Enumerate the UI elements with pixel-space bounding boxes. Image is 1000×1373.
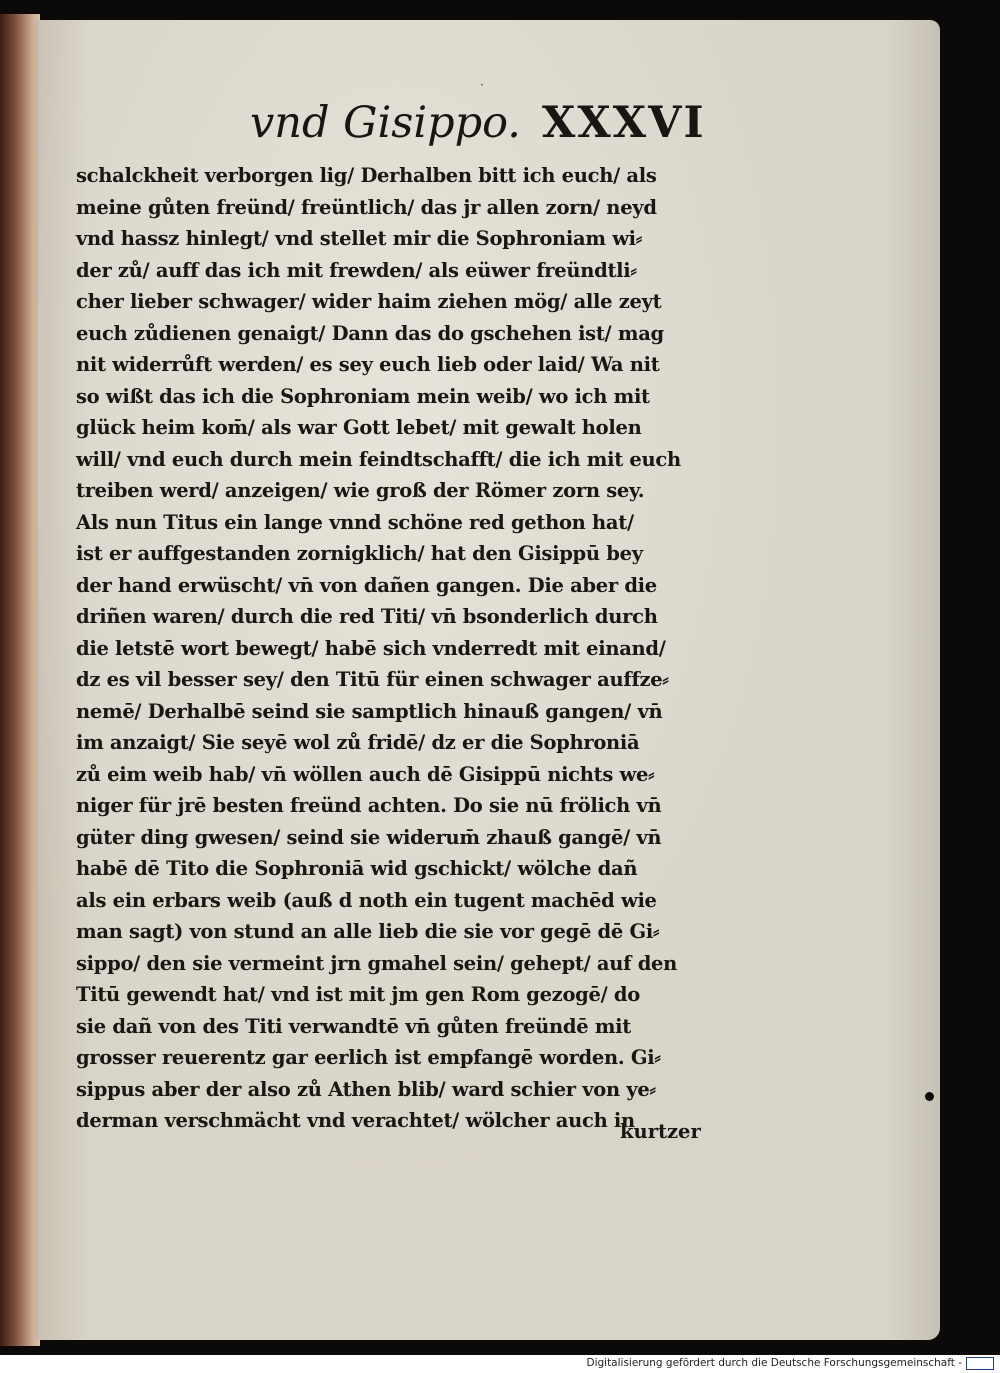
footer-bar — [0, 1355, 1000, 1373]
running-head: vnd Gisippo. — [250, 98, 521, 148]
text-line: zů eim weib hab/ vn̄ wöllen auch dē Gisippū nichts we⸗ — [76, 762, 655, 786]
text-line: dz es vil besser sey/ den Titū für einen schwager auffze⸗ — [76, 668, 669, 691]
text-line: so wißt das ich die Sophroniam mein weib/ wo ich mit — [76, 384, 650, 408]
text-line: niger für jrē besten freünd achten. Do sie nū frölich vn̄ — [76, 794, 662, 817]
text-line: ist er auffgestanden zornigklich/ hat den Gisippū bey — [76, 542, 643, 565]
text-line: nit widerrůft werden/ es sey euch lieb oder laid/ Wa nit — [76, 353, 660, 376]
folio-number: XXXVI — [542, 98, 706, 148]
text-line: euch zůdienen genaigt/ Dann das do gschehen ist/ mag — [76, 321, 664, 345]
text-line: als ein erbars weib (auß d noth ein tugent machēd wie — [76, 888, 657, 912]
text-line: der hand erwüscht/ vn̄ von dañen gangen. Die aber die — [76, 573, 657, 597]
ink-dot — [925, 1092, 934, 1101]
text-line: driñen waren/ durch die red Titi/ vn̄ bsonderlich durch — [76, 605, 658, 628]
text-line: schalckheit verborgen lig/ Derhalben bitt ich euch/ als — [76, 164, 657, 187]
text-line: glück heim kom̄/ als war Gott lebet/ mit gewalt holen — [76, 416, 642, 439]
text-line: Als nun Titus ein lange vnnd schöne red gethon hat/ — [76, 510, 634, 534]
text-line: Titū gewendt hat/ vnd ist mit jm gen Rom gezogē/ do — [76, 983, 640, 1006]
text-line: derman verschmächt vnd verachtet/ wölcher auch in — [76, 1109, 635, 1132]
text-line: man sagt) von stund an alle lieb die sie vor gegē dē Gi⸗ — [76, 920, 660, 943]
text-line: sie dañ von des Titi verwandtē vn̄ gůten freündē mit — [76, 1014, 631, 1038]
page-header — [250, 98, 730, 158]
text-line: güter ding gwesen/ seind sie widerum̄ zhauß gangē/ vn̄ — [76, 825, 662, 849]
text-line: sippo/ den sie vermeint jrn gmahel sein/ gehept/ auf den — [76, 951, 678, 975]
text-line: treiben werd/ anzeigen/ wie groß der Römer zorn sey. — [76, 479, 645, 502]
text-line: die letstē wort bewegt/ habē sich vnderredt mit einand/ — [76, 636, 666, 660]
funding-credit: Digitalisierung gefördert durch die Deutsche Forschungsgemeinschaft - — [586, 1357, 962, 1369]
text-line: will/ vnd euch durch mein feindtschafft/ die ich mit euch — [76, 447, 681, 471]
body-text — [76, 160, 726, 1137]
ink-speck: · — [480, 78, 484, 92]
text-line: habē dē Tito die Sophroniā wid gschickt/ wölche dañ — [76, 857, 638, 880]
text-line: sippus aber der also zů Athen blib/ ward schier von ye⸗ — [76, 1077, 656, 1101]
text-line: vnd hassz hinlegt/ vnd stellet mir die Sophroniam wi⸗ — [76, 227, 642, 250]
dfg-logo — [966, 1357, 994, 1370]
text-line: nemē/ Derhalbē seind sie samptlich hinauß gangen/ vn̄ — [76, 699, 663, 723]
catchword: kurtzer — [620, 1120, 701, 1143]
text-line: meine gůten freünd/ freüntlich/ das jr allen zorn/ neyd — [76, 195, 657, 219]
text-line: cher lieber schwager/ wider haim ziehen mög/ alle zeyt — [76, 290, 662, 313]
previous-page-edge — [0, 14, 40, 1346]
text-line: grosser reuerentz gar eerlich ist empfangē worden. Gi⸗ — [76, 1046, 661, 1069]
text-line: im anzaigt/ Sie seyē wol zů fridē/ dz er die Sophroniā — [76, 731, 640, 754]
text-line: der zů/ auff das ich mit frewden/ als eüwer freündtli⸗ — [76, 258, 637, 282]
